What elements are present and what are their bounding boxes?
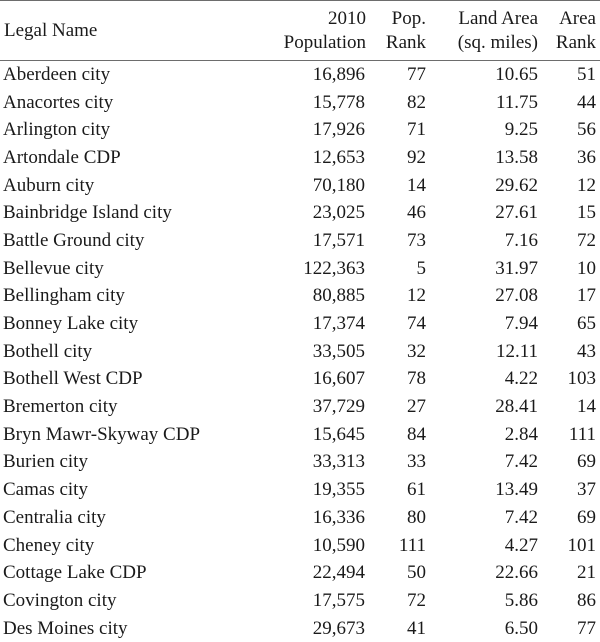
cell-population: 17,575	[312, 589, 365, 611]
cell-pop-rank: 77	[407, 64, 426, 86]
table-row	[0, 420, 600, 448]
table-row	[0, 144, 600, 172]
header-land-area	[430, 1, 542, 61]
cell-area-rank: 36	[577, 146, 596, 168]
cell-legal-name: Artondale CDP	[3, 146, 121, 168]
cell-area-rank: 69	[577, 506, 596, 528]
cell-land-area: 4.22	[504, 368, 538, 390]
table-row	[0, 282, 600, 310]
cell-legal-name: Centralia city	[3, 506, 106, 528]
table-row	[0, 365, 600, 393]
cell-population: 23,025	[312, 202, 365, 224]
cell-legal-name: Arlington city	[3, 119, 111, 141]
cell-legal-name: Des Moines city	[3, 617, 128, 639]
cell-area-rank: 43	[577, 340, 596, 362]
table-row	[0, 88, 600, 116]
cell-legal-name: Camas city	[3, 479, 88, 501]
cell-pop-rank: 46	[407, 202, 426, 224]
cell-land-area: 7.94	[504, 313, 538, 335]
cell-population: 17,926	[312, 119, 365, 141]
cell-area-rank: 86	[577, 589, 596, 611]
cell-land-area: 22.66	[495, 562, 538, 584]
cell-area-rank: 44	[577, 91, 596, 113]
cell-population: 12,653	[312, 146, 365, 168]
cell-area-rank: 21	[577, 562, 596, 584]
header-land-area-line-1: Land Area	[458, 7, 538, 29]
cell-population: 122,363	[303, 257, 365, 279]
cell-pop-rank: 32	[407, 340, 426, 362]
cell-land-area: 29.62	[495, 174, 538, 196]
cell-pop-rank: 111	[398, 534, 426, 556]
cell-land-area: 13.49	[495, 479, 538, 501]
cell-legal-name: Cottage Lake CDP	[3, 562, 147, 584]
cell-area-rank: 37	[577, 479, 596, 501]
cell-area-rank: 65	[577, 313, 596, 335]
cell-legal-name: Bothell city	[3, 340, 93, 362]
cell-land-area: 9.25	[504, 119, 538, 141]
cell-population: 17,571	[312, 229, 365, 251]
cell-pop-rank: 12	[407, 285, 426, 307]
cell-land-area: 28.41	[495, 396, 538, 418]
cell-land-area: 7.42	[504, 506, 538, 528]
table-row	[0, 476, 600, 504]
cell-area-rank: 111	[568, 423, 596, 445]
cell-area-rank: 56	[577, 119, 596, 141]
cell-pop-rank: 61	[407, 479, 426, 501]
cell-land-area: 7.16	[504, 229, 538, 251]
cell-pop-rank: 73	[407, 229, 426, 251]
cell-legal-name: Cheney city	[3, 534, 95, 556]
table-row	[0, 559, 600, 587]
cell-area-rank: 10	[577, 257, 596, 279]
cell-population: 80,885	[312, 285, 365, 307]
cell-pop-rank: 72	[407, 589, 426, 611]
cell-legal-name: Bainbridge Island city	[3, 202, 172, 224]
cell-legal-name: Bellevue city	[3, 257, 104, 279]
cell-population: 17,374	[312, 313, 365, 335]
cell-legal-name: Burien city	[3, 451, 88, 473]
cell-pop-rank: 27	[407, 396, 426, 418]
table-row	[0, 171, 600, 199]
table-row	[0, 227, 600, 255]
table-row	[0, 614, 600, 642]
cell-legal-name: Auburn city	[3, 174, 95, 196]
table-row	[0, 116, 600, 144]
table-row	[0, 310, 600, 338]
table-row	[0, 254, 600, 282]
header-population	[268, 1, 370, 61]
cell-legal-name: Bryn Mawr-Skyway CDP	[3, 423, 201, 445]
cell-area-rank: 69	[577, 451, 596, 473]
cell-legal-name: Battle Ground city	[3, 229, 145, 251]
table-row	[0, 448, 600, 476]
cell-population: 10,590	[312, 534, 365, 556]
cell-legal-name: Bonney Lake city	[3, 313, 139, 335]
header-population-line-1: 2010	[328, 7, 366, 29]
cell-land-area: 13.58	[495, 146, 538, 168]
cell-population: 16,607	[312, 368, 365, 390]
cell-population: 37,729	[312, 396, 365, 418]
cell-pop-rank: 14	[407, 174, 426, 196]
table-row	[0, 587, 600, 615]
cell-land-area: 12.11	[495, 340, 538, 362]
table-row	[0, 199, 600, 227]
cell-population: 33,505	[312, 340, 365, 362]
cell-pop-rank: 78	[407, 368, 426, 390]
header-pop-rank-line-2: Rank	[385, 31, 426, 53]
cell-area-rank: 77	[577, 617, 596, 639]
table-row	[0, 393, 600, 421]
cell-land-area: 4.27	[504, 534, 538, 556]
header-area-rank-line-1: Area	[559, 7, 596, 29]
cell-pop-rank: 92	[407, 146, 426, 168]
cell-legal-name: Aberdeen city	[3, 64, 111, 86]
cell-land-area: 7.42	[504, 451, 538, 473]
cell-pop-rank: 5	[416, 257, 426, 279]
cell-population: 29,673	[312, 617, 365, 639]
header-pop-rank	[370, 1, 430, 61]
cell-population: 19,355	[312, 479, 365, 501]
cell-legal-name: Bellingham city	[3, 285, 125, 307]
header-legal-name	[0, 1, 268, 61]
cell-population: 33,313	[312, 451, 365, 473]
header-area-rank-line-2: Rank	[555, 31, 596, 53]
cell-area-rank: 17	[577, 285, 596, 307]
table-body	[0, 61, 600, 642]
header-population-line-2: Population	[283, 31, 366, 53]
cell-area-rank: 51	[577, 64, 596, 86]
cell-legal-name: Bothell West CDP	[3, 368, 143, 390]
header-land-area-line-2: (sq. miles)	[457, 31, 538, 53]
cell-area-rank: 14	[577, 396, 596, 418]
table-row	[0, 337, 600, 365]
header-pop-rank-line-1: Pop.	[391, 7, 426, 29]
cell-area-rank: 103	[567, 368, 596, 390]
cell-pop-rank: 80	[407, 506, 426, 528]
table-row	[0, 531, 600, 559]
cell-legal-name: Bremerton city	[3, 396, 118, 418]
cell-area-rank: 101	[567, 534, 596, 556]
header-legal-name-label: Legal Name	[4, 19, 98, 41]
cell-pop-rank: 41	[407, 617, 426, 639]
cell-pop-rank: 82	[407, 91, 426, 113]
cell-pop-rank: 84	[407, 423, 426, 445]
cell-legal-name: Anacortes city	[3, 91, 114, 113]
cell-population: 16,896	[312, 64, 365, 86]
cell-area-rank: 15	[577, 202, 596, 224]
table-row	[0, 61, 600, 89]
cell-population: 16,336	[312, 506, 365, 528]
cell-area-rank: 12	[577, 174, 596, 196]
cell-land-area: 31.97	[495, 257, 538, 279]
cell-land-area: 2.84	[504, 423, 538, 445]
header-row	[0, 1, 600, 61]
cell-land-area: 6.50	[504, 617, 538, 639]
cell-pop-rank: 74	[407, 313, 426, 335]
cell-population: 22,494	[312, 562, 365, 584]
cell-population: 15,778	[312, 91, 365, 113]
header-area-rank	[542, 1, 600, 61]
cell-land-area: 5.86	[504, 589, 538, 611]
cell-land-area: 27.08	[495, 285, 538, 307]
cell-population: 15,645	[312, 423, 365, 445]
cell-land-area: 27.61	[495, 202, 538, 224]
table-row	[0, 504, 600, 532]
cell-area-rank: 72	[577, 229, 596, 251]
table-header	[0, 1, 600, 61]
cell-pop-rank: 71	[407, 119, 426, 141]
cell-land-area: 11.75	[495, 91, 538, 113]
cell-pop-rank: 33	[407, 451, 426, 473]
cell-land-area: 10.65	[495, 64, 538, 86]
cell-legal-name: Covington city	[3, 589, 117, 611]
cell-pop-rank: 50	[407, 562, 426, 584]
cell-population: 70,180	[312, 174, 365, 196]
